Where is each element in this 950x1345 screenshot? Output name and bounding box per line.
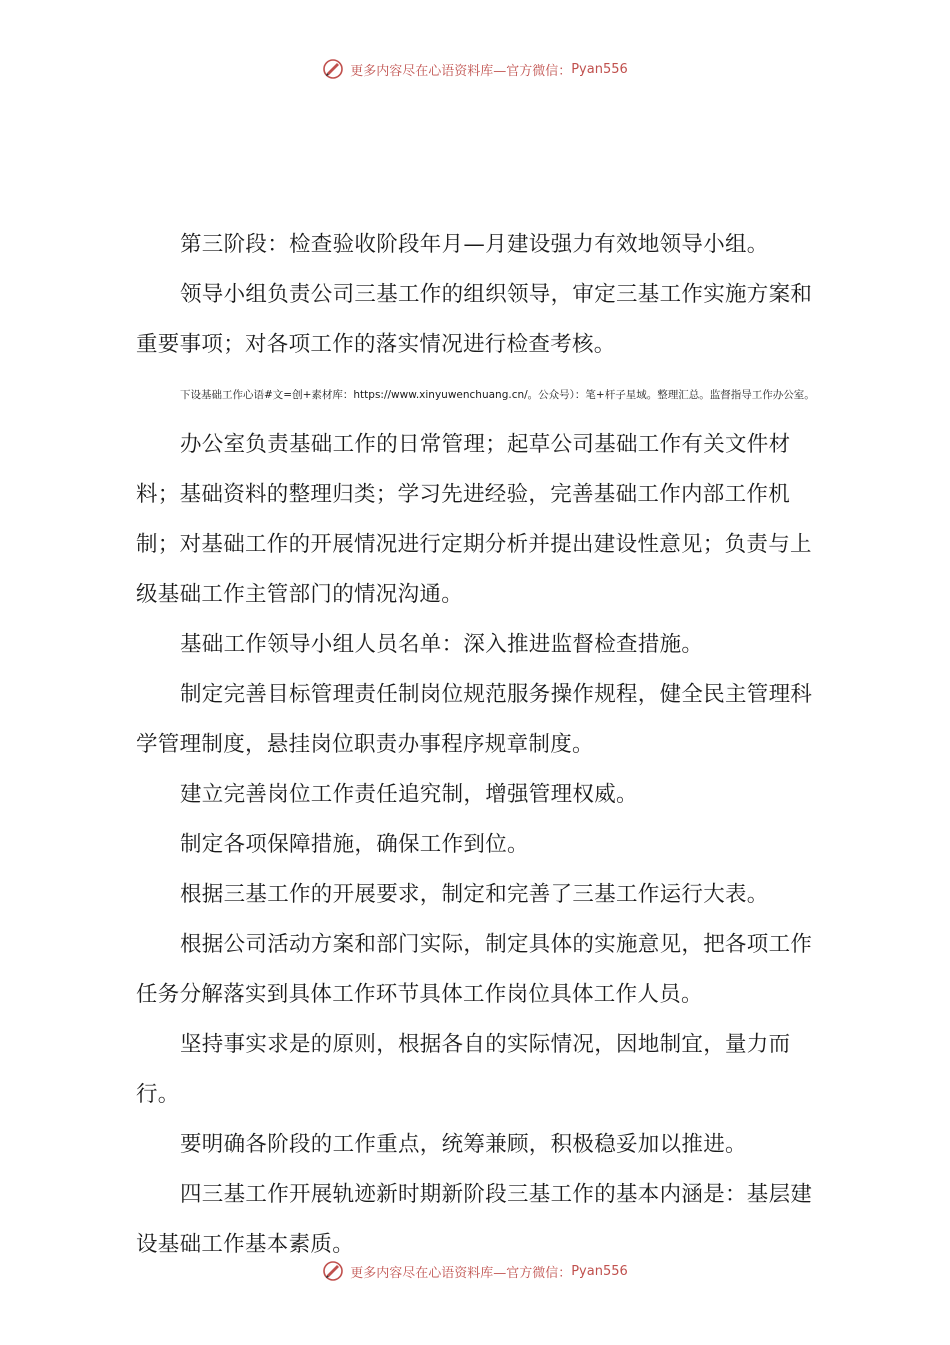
paragraph: 根据公司活动方案和部门实际，制定具体的实施意见，把各项工作任务分解落实到具体工作环节具体工作岗位具体工作人员。 — [136, 932, 813, 1007]
header-watermark-id: Pyan556 — [571, 61, 628, 77]
footer-watermark-id: Pyan556 — [571, 1263, 628, 1279]
header-watermark-text: 更多内容尽在心语资料库—官方微信： — [350, 63, 572, 79]
paragraph: 基础工作领导小组人员名单：深入推进监督检查措施。 — [180, 632, 704, 657]
paragraph: 办公室负责基础工作的日常管理；起草公司基础工作有关文件材料；基础资料的整理归类；学习先进经验，完善基础工作内部工作机制；对基础工作的开展情况进行定期分析并提出建设性意见；负责与上级基础工作主管部门的情况沟通。 — [136, 432, 812, 607]
paragraph: 要明确各阶段的工作重点，统筹兼顾，积极稳妥加以推进。 — [180, 1132, 747, 1157]
paragraph: 四三基工作开展轨迹新时期新阶段三基工作的基本内涵是：基层建设基础工作基本素质。 — [136, 1182, 813, 1257]
paragraph: 建立完善岗位工作责任追究制，增强管理权威。 — [180, 782, 638, 807]
paragraph: 制定完善目标管理责任制岗位规范服务操作规程，健全民主管理科学管理制度，悬挂岗位职责办事程序规章制度。 — [136, 682, 813, 757]
footer-watermark-text: 更多内容尽在心语资料库—官方微信： — [350, 1265, 572, 1281]
paragraph: 坚持事实求是的原则，根据各自的实际情况，因地制宜，量力而行。 — [136, 1032, 791, 1107]
logo-icon — [322, 1260, 344, 1282]
footer-watermark — [0, 1258, 950, 1284]
paragraph: 制定各项保障措施，确保工作到位。 — [180, 832, 529, 857]
paragraph: 第三阶段：检查验收阶段年月—月建设强力有效地领导小组。 — [180, 232, 769, 257]
paragraph: 根据三基工作的开展要求，制定和完善了三基工作运行大表。 — [180, 882, 769, 907]
inline-note: 下设基础工作心语#文=创+素材库：https://www.xinyuwenchuang.cn/。公众号）：笔+杆子星域。整理汇总。监督指导工作办公室。 — [180, 389, 815, 401]
header-watermark — [0, 56, 950, 82]
document-body — [136, 220, 816, 1270]
logo-icon — [322, 58, 344, 80]
paragraph: 领导小组负责公司三基工作的组织领导，审定三基工作实施方案和重要事项；对各项工作的落实情况进行检查考核。 — [136, 282, 813, 357]
